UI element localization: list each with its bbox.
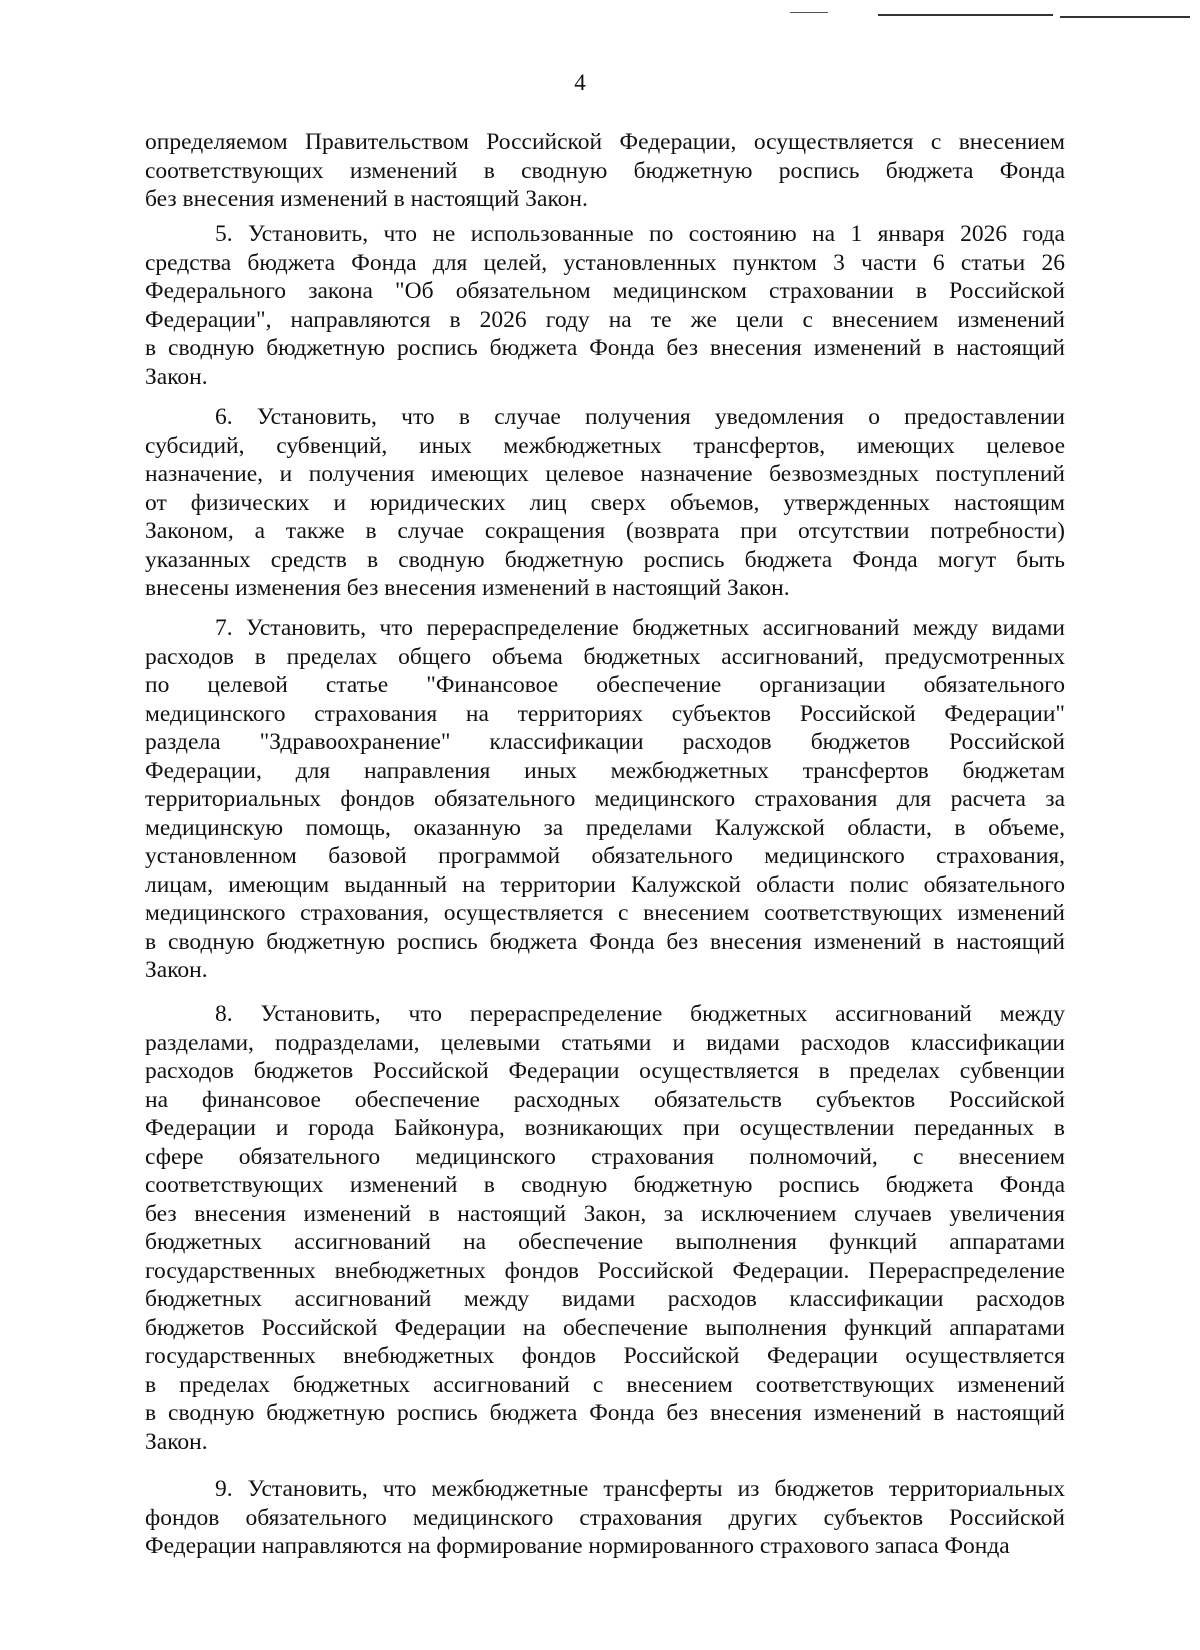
text-line: на финансовое обеспечение расходных обязательств субъектов Российской [145, 1086, 1065, 1113]
paragraph-8 [145, 1000, 1065, 1456]
text-line: соответствующих изменений в сводную бюджетную роспись бюджета Фонда [145, 1172, 1065, 1198]
text-line: по целевой статье "Финансовое обеспечение организации обязательного [145, 672, 1065, 698]
text-line: в сводную бюджетную роспись бюджета Фонда без внесения изменений в настоящий [145, 928, 1065, 955]
text-line: средства бюджета Фонда для целей, установленных пунктом 3 части 6 статьи 26 [145, 249, 1065, 276]
paragraph-text [145, 128, 1065, 214]
text-line: в сводную бюджетную роспись бюджета Фонда без внесения изменений в настоящий [145, 1400, 1065, 1426]
paragraph-6 [145, 403, 1065, 603]
text-line: Закон. [145, 957, 208, 983]
text-line: от физических и юридических лиц сверх объемов, утвержденных настоящим [145, 489, 1065, 516]
text-line: Федерального закона "Об обязательном медицинском страховании в Российской [145, 278, 1065, 304]
paragraph-7 [145, 614, 1065, 985]
scan-artifact-line [1060, 16, 1190, 18]
text-line: территориальных фондов обязательного медицинского страхования для расчета за [145, 786, 1065, 812]
text-line: сфере обязательного медицинского страхования полномочий, с внесением [145, 1143, 1065, 1170]
text-line: 8. Установить, что перераспределение бюджетных ассигнований между [215, 1001, 1065, 1027]
text-line: в сводную бюджетную роспись бюджета Фонда без внесения изменений в настоящий [145, 335, 1065, 361]
paragraph-text [145, 1000, 1065, 1456]
text-line: Федерации и города Байконура, возникающих при осуществлении переданных в [145, 1115, 1065, 1141]
text-line: разделами, подразделами, целевыми статьями и видами расходов классификации [145, 1029, 1065, 1056]
text-line: государственных внебюджетных фондов Российской Федерации. Перераспределение [145, 1257, 1065, 1284]
text-line: Федерации направляются на формирование нормированного страхового запаса Фонда [145, 1533, 1010, 1559]
paragraph-text [145, 403, 1065, 603]
text-line: Законом, а также в случае сокращения (возврата при отсутствии потребности) [145, 518, 1065, 544]
text-line: Федерации, для направления иных межбюджетных трансфертов бюджетам [145, 757, 1065, 784]
paragraph-continuation [145, 128, 1065, 214]
paragraph-5 [145, 220, 1065, 391]
text-line: бюджетных ассигнований между видами расходов классификации расходов [145, 1286, 1065, 1312]
text-line: медицинскую помощь, оказанную за пределами Калужской области, в объеме, [145, 814, 1065, 841]
text-line: фондов обязательного медицинского страхования других субъектов Российской [145, 1504, 1065, 1531]
scan-artifact-line [878, 14, 1053, 16]
text-line: 6. Установить, что в случае получения уведомления о предоставлении [215, 404, 1065, 430]
text-line: соответствующих изменений в сводную бюджетную роспись бюджета Фонда [145, 157, 1065, 184]
page-number: 4 [574, 70, 586, 95]
text-line: государственных внебюджетных фондов Российской Федерации осуществляется [145, 1343, 1065, 1369]
text-line: раздела "Здравоохранение" классификации расходов бюджетов Российской [145, 729, 1065, 755]
text-line: медицинского страхования, осуществляется с внесением соответствующих изменений [145, 900, 1065, 926]
text-line: внесены изменения без внесения изменений в настоящий Закон. [145, 575, 790, 601]
text-line: медицинского страхования на территориях субъектов Российской Федерации" [145, 700, 1065, 727]
text-line: в пределах бюджетных ассигнований с внесением соответствующих изменений [145, 1371, 1065, 1398]
scan-artifact-line [790, 12, 828, 13]
text-line: лицам, имеющим выданный на территории Калужской области полис обязательного [145, 871, 1065, 898]
paragraph-text [145, 1475, 1065, 1561]
text-line: субсидий, субвенций, иных межбюджетных трансфертов, имеющих целевое [145, 432, 1065, 459]
text-line: назначение, и получения имеющих целевое назначение безвозмездных поступлений [145, 461, 1065, 487]
text-line: 9. Установить, что межбюджетные трансферты из бюджетов территориальных [215, 1476, 1065, 1502]
text-line: Закон. [145, 363, 208, 390]
text-line: без внесения изменений в настоящий Закон. [145, 186, 588, 212]
paragraph-text [145, 614, 1065, 985]
text-line: определяемом Правительством Российской Федерации, осуществляется с внесением [145, 129, 1065, 155]
text-line: расходов бюджетов Российской Федерации осуществляется в пределах субвенции [145, 1058, 1065, 1084]
text-line: расходов в пределах общего объема бюджетных ассигнований, предусмотренных [145, 643, 1065, 670]
text-line: указанных средств в сводную бюджетную роспись бюджета Фонда могут быть [145, 546, 1065, 573]
text-line: без внесения изменений в настоящий Закон, за исключением случаев увеличения [145, 1200, 1065, 1227]
text-line: Федерации", направляются в 2026 году на те же цели с внесением изменений [145, 306, 1065, 333]
text-line: 5. Установить, что не использованные по состоянию на 1 января 2026 года [215, 221, 1065, 247]
text-line: Закон. [145, 1428, 208, 1455]
text-line: бюджетов Российской Федерации на обеспечение выполнения функций аппаратами [145, 1314, 1065, 1341]
text-line: 7. Установить, что перераспределение бюджетных ассигнований между видами [215, 615, 1065, 641]
paragraph-text [145, 220, 1065, 391]
text-line: бюджетных ассигнований на обеспечение выполнения функций аппаратами [145, 1229, 1065, 1255]
text-line: установленном базовой программой обязательного медицинского страхования, [145, 843, 1065, 869]
paragraph-9 [145, 1475, 1065, 1561]
